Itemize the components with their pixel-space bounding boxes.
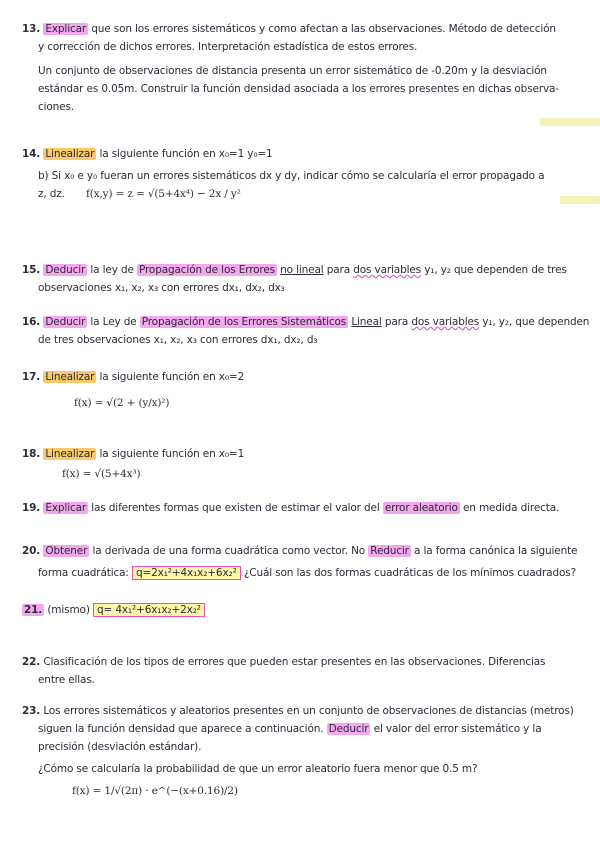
question-23 [22, 702, 590, 800]
keyword-highlight: Propagación de los Errores [139, 264, 275, 276]
keyword-highlight: error aleatorio [384, 502, 458, 514]
question-21 [22, 601, 590, 619]
question-text: y₁, y₂, que dependen [482, 316, 590, 328]
question-20 [22, 542, 590, 582]
question-19 [22, 499, 590, 517]
formula: f(x) = 1/√(2π) · e^(−(x+0.16)/2) [72, 785, 238, 797]
underlined-text: no lineal [280, 264, 324, 276]
question-text: la siguiente función en x₀=2 [99, 371, 245, 383]
question-text: el valor del error sistemático y la [373, 723, 542, 735]
keyword-highlight: Deducir [45, 264, 86, 276]
question-text: forma cuadrática: [38, 567, 129, 579]
question-text: precisión (desviación estándar). [38, 741, 202, 753]
margin-highlight [540, 118, 600, 126]
question-text: Clasificación de los tipos de errores que pueden estar presentes en las observaciones. Diferencias [43, 656, 546, 668]
question-text: observaciones x₁, x₂, x₃ con errores dx₁, dx₂, dx₃ [38, 282, 285, 294]
underlined-text: Lineal [351, 316, 382, 328]
question-text: ciones. [38, 101, 74, 113]
question-number: 13. [22, 23, 41, 35]
question-text: para [384, 316, 409, 328]
question-number: 21. [24, 604, 43, 616]
question-text: siguen la función densidad que aparece a continuación. [38, 723, 324, 735]
keyword-highlight: Explicar [45, 502, 87, 514]
keyword-highlight: Obtener [45, 545, 88, 557]
question-number: 17. [22, 371, 41, 383]
question-text: Los errores sistemáticos y aleatorios presentes en un conjunto de observaciones de distancias (metros) [43, 705, 574, 717]
question-text: las diferentes formas que existen de estimar el valor del [91, 502, 380, 514]
question-text: (mismo) [47, 604, 90, 616]
keyword-highlight: Reducir [370, 545, 409, 557]
question-text: entre ellas. [38, 674, 95, 686]
question-text: en medida directa. [462, 502, 560, 514]
question-14 [22, 145, 590, 203]
question-number: 22. [22, 656, 41, 668]
question-text: Un conjunto de observaciones de distancia presenta un error sistemático de -0.20m y la desviación [38, 65, 547, 77]
formula: f(x) = √(2 + (y/x)²) [74, 397, 170, 409]
question-number: 20. [22, 545, 41, 557]
question-text: y corrección de dichos errores. Interpretación estadística de estos errores. [38, 41, 418, 53]
question-text: y₁, y₂ que dependen de tres [424, 264, 567, 276]
question-text: para [326, 264, 351, 276]
question-text: la ley de [90, 264, 134, 276]
question-number: 15. [22, 264, 41, 276]
question-text: de tres observaciones x₁, x₂, x₃ con errores dx₁, dx₂, d₃ [38, 334, 318, 346]
underlined-text: dos variables [411, 316, 480, 328]
underlined-text: dos variables [353, 264, 421, 276]
question-13 [22, 20, 590, 116]
question-text: la siguiente función en x₀=1 [99, 448, 245, 460]
keyword-highlight: Propagación de los Errores Sistemáticos [141, 316, 347, 328]
question-number: 19. [22, 502, 41, 514]
question-18 [22, 445, 590, 483]
question-15 [22, 261, 590, 297]
question-text: que son los errores sistemáticos y como afectan a las observaciones. Método de detección [91, 23, 556, 35]
keyword-highlight: Explicar [45, 23, 87, 35]
question-text: b) Si x₀ e y₀ fueran un errores sistemáticos dx y dy, indicar cómo se calcularía el error propagado a [38, 170, 545, 182]
question-text: la Ley de [90, 316, 137, 328]
keyword-highlight: Linealizar [45, 148, 95, 160]
question-text: estándar es 0.05m. Construir la función densidad asociada a los errores presentes en dichas observa- [38, 83, 559, 95]
keyword-highlight: Linealizar [45, 371, 95, 383]
keyword-highlight: Deducir [45, 316, 86, 328]
question-17 [22, 368, 590, 412]
boxed-formula: q=2x₁²+4x₁x₂+6x₂² [132, 566, 241, 580]
question-16 [22, 313, 590, 349]
question-text: z, dz. [38, 188, 65, 200]
keyword-highlight: Linealizar [45, 448, 95, 460]
question-number: 18. [22, 448, 41, 460]
question-number: 23. [22, 705, 41, 717]
question-text: ¿Cómo se calcularía la probabilidad de que un error aleatorio fuera menor que 0.5 m? [38, 763, 478, 775]
question-text: ¿Cuál son las dos formas cuadráticas de los mínimos cuadrados? [243, 567, 576, 579]
formula: f(x) = √(5+4x³) [62, 468, 141, 480]
question-22 [22, 653, 590, 689]
question-text: la derivada de una forma cuadrática como vector. No [92, 545, 366, 557]
margin-highlight [560, 196, 600, 204]
keyword-highlight: Deducir [328, 723, 369, 735]
question-text: a la forma canónica la siguiente [414, 545, 578, 557]
boxed-formula: q= 4x₁²+6x₁x₂+2x₂² [93, 603, 205, 617]
formula: f(x,y) = z = √(5+4x⁴) − 2x / y² [86, 188, 241, 200]
question-number: 16. [22, 316, 41, 328]
question-text: la siguiente función en x₀=1 y₀=1 [99, 148, 273, 160]
question-number: 14. [22, 148, 41, 160]
